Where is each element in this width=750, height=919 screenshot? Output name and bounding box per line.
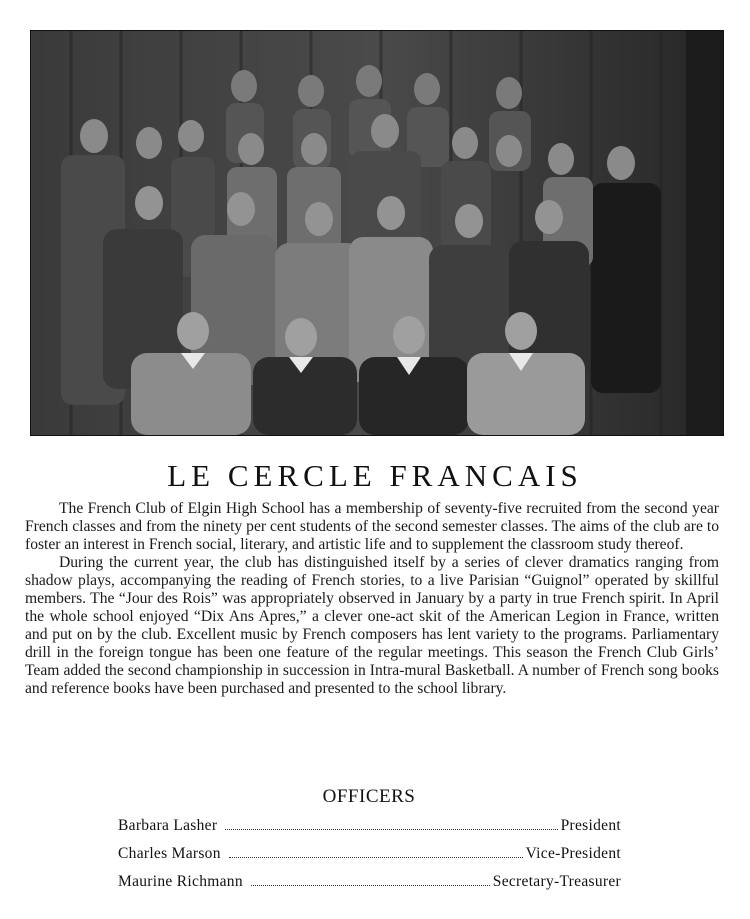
officers-heading: OFFICERS bbox=[322, 786, 416, 807]
dotted-leader bbox=[229, 857, 523, 858]
dotted-leader bbox=[251, 885, 490, 886]
officer-role: Secretary-Treasurer bbox=[492, 873, 621, 890]
officer-row bbox=[118, 845, 621, 865]
paragraph-1: The French Club of Elgin High School has a membership of seventy-five recruited from the second year French classes and from the ninety per cent students of the second semester classes. The aims of the club are to foster an interest in French social, literary, and artistic life and to supplement the classroom study thereof. bbox=[25, 500, 719, 553]
dotted-leader bbox=[225, 829, 557, 830]
officer-row bbox=[118, 873, 621, 893]
group-photo-icon bbox=[31, 31, 723, 435]
article-body bbox=[25, 500, 719, 698]
group-photo bbox=[30, 30, 724, 436]
page-title: LE CERCLE FRANCAIS bbox=[167, 458, 583, 493]
officer-role: Vice-President bbox=[525, 845, 621, 862]
officer-name: Maurine Richmann bbox=[118, 873, 243, 890]
officer-name: Charles Marson bbox=[118, 845, 221, 862]
officer-name: Barbara Lasher bbox=[118, 817, 218, 834]
paragraph-2: During the current year, the club has distinguished itself by a series of clever dramatics ranging from shadow plays, accompanying the reading of French stories, to a live Parisian “Guignol” operated by skillful members. The “Jour des Rois” was appropriately observed in January by a party in true French spirit. In April the whole school enjoyed “Dix Ans Apres,” a clever one-act skit of the American Legion in France, written and put on by the club. Excellent music by French composers has lent variety to the programs. Parliamentary drill in the foreign tongue has been one feature of the regular meetings. This season the French Club Girls’ Team added the second championship in succession in Intra-mural Basketball. A number of French song books and reference books have been purchased and presented to the school library. bbox=[25, 554, 719, 697]
officer-role: President bbox=[560, 817, 621, 834]
officer-row bbox=[118, 817, 621, 837]
